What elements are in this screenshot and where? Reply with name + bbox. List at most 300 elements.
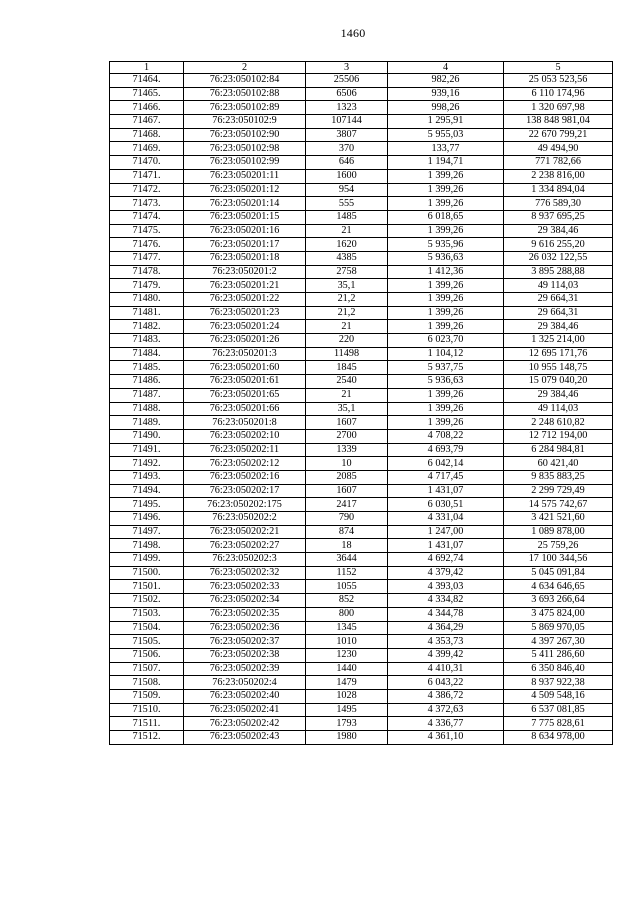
row-number-cell: 71473.	[110, 197, 184, 211]
cadastral-value-cell: 1 334 894,04	[504, 183, 613, 197]
row-number-cell: 71505.	[110, 635, 184, 649]
cadastral-value-cell: 29 664,31	[504, 306, 613, 320]
cadastral-number-cell: 76:23:050202:16	[184, 470, 306, 484]
table-row	[110, 293, 613, 307]
cadastral-value-cell: 138 848 981,04	[504, 115, 613, 129]
specific-value-cell: 4 364,29	[388, 621, 504, 635]
cadastral-number-cell: 76:23:050202:175	[184, 498, 306, 512]
cadastral-value-cell: 6 284 984,81	[504, 443, 613, 457]
row-number-cell: 71485.	[110, 361, 184, 375]
row-number-cell: 71503.	[110, 607, 184, 621]
cadastral-value-cell: 5 869 970,05	[504, 621, 613, 635]
specific-value-cell: 4 331,04	[388, 512, 504, 526]
cadastral-number-cell: 76:23:050202:37	[184, 635, 306, 649]
table-row	[110, 101, 613, 115]
row-number-cell: 71477.	[110, 251, 184, 265]
row-number-cell: 71491.	[110, 443, 184, 457]
area-cell: 6506	[306, 87, 388, 101]
specific-value-cell: 6 018,65	[388, 210, 504, 224]
cadastral-number-cell: 76:23:050102:98	[184, 142, 306, 156]
cadastral-number-cell: 76:23:050202:27	[184, 539, 306, 553]
cadastral-number-cell: 76:23:050202:21	[184, 525, 306, 539]
area-cell: 107144	[306, 115, 388, 129]
area-cell: 1607	[306, 484, 388, 498]
area-cell: 1845	[306, 361, 388, 375]
row-number-cell: 71483.	[110, 334, 184, 348]
cadastral-number-cell: 76:23:050202:11	[184, 443, 306, 457]
area-cell: 1055	[306, 580, 388, 594]
row-number-cell: 71488.	[110, 402, 184, 416]
area-cell: 3644	[306, 553, 388, 567]
specific-value-cell: 1 104,12	[388, 347, 504, 361]
table-row	[110, 197, 613, 211]
area-cell: 2085	[306, 470, 388, 484]
table-row	[110, 648, 613, 662]
cadastral-value-cell: 25 759,26	[504, 539, 613, 553]
cadastral-value-cell: 8 937 695,25	[504, 210, 613, 224]
table-row	[110, 347, 613, 361]
cadastral-value-cell: 2 248 610,82	[504, 416, 613, 430]
table-row	[110, 498, 613, 512]
cadastral-value-cell: 22 670 799,21	[504, 128, 613, 142]
cadastral-value-cell: 29 664,31	[504, 293, 613, 307]
specific-value-cell: 4 399,42	[388, 648, 504, 662]
specific-value-cell: 1 431,07	[388, 539, 504, 553]
cadastral-number-cell: 76:23:050202:43	[184, 731, 306, 745]
column-header-2: 2	[184, 62, 306, 74]
row-number-cell: 71490.	[110, 429, 184, 443]
area-cell: 21	[306, 224, 388, 238]
area-cell: 1620	[306, 238, 388, 252]
cadastral-number-cell: 76:23:050201:14	[184, 197, 306, 211]
column-header-4: 4	[388, 62, 504, 74]
cadastral-value-cell: 776 589,30	[504, 197, 613, 211]
table-row	[110, 662, 613, 676]
page-number: 1460	[340, 26, 366, 40]
area-cell: 555	[306, 197, 388, 211]
header-row	[110, 62, 613, 74]
row-number-cell: 71482.	[110, 320, 184, 334]
table-row	[110, 416, 613, 430]
table-row	[110, 689, 613, 703]
row-number-cell: 71501.	[110, 580, 184, 594]
specific-value-cell: 4 386,72	[388, 689, 504, 703]
area-cell: 874	[306, 525, 388, 539]
area-cell: 21,2	[306, 306, 388, 320]
row-number-cell: 71481.	[110, 306, 184, 320]
cadastral-value-cell: 4 397 267,30	[504, 635, 613, 649]
cadastral-number-cell: 76:23:050102:9	[184, 115, 306, 129]
row-number-cell: 71507.	[110, 662, 184, 676]
area-cell: 4385	[306, 251, 388, 265]
cadastral-value-cell: 60 421,40	[504, 457, 613, 471]
cadastral-value-cell: 2 238 816,00	[504, 169, 613, 183]
area-cell: 35,1	[306, 402, 388, 416]
row-number-cell: 71500.	[110, 566, 184, 580]
table-row	[110, 566, 613, 580]
cadastral-number-cell: 76:23:050202:41	[184, 703, 306, 717]
cadastral-value-cell: 12 712 194,00	[504, 429, 613, 443]
table-row	[110, 470, 613, 484]
cadastral-number-cell: 76:23:050201:16	[184, 224, 306, 238]
cadastral-number-cell: 76:23:050202:32	[184, 566, 306, 580]
specific-value-cell: 4 410,31	[388, 662, 504, 676]
table-row	[110, 224, 613, 238]
row-number-cell: 71476.	[110, 238, 184, 252]
cadastral-number-cell: 76:23:050201:23	[184, 306, 306, 320]
cadastral-number-cell: 76:23:050202:39	[184, 662, 306, 676]
area-cell: 852	[306, 594, 388, 608]
cadastral-value-cell: 6 537 081,85	[504, 703, 613, 717]
area-cell: 1495	[306, 703, 388, 717]
cadastral-value-cell: 771 782,66	[504, 156, 613, 170]
table-row	[110, 731, 613, 745]
row-number-cell: 71484.	[110, 347, 184, 361]
specific-value-cell: 982,26	[388, 74, 504, 88]
row-number-cell: 71497.	[110, 525, 184, 539]
area-cell: 35,1	[306, 279, 388, 293]
row-number-cell: 71465.	[110, 87, 184, 101]
area-cell: 1339	[306, 443, 388, 457]
cadastral-number-cell: 76:23:050201:2	[184, 265, 306, 279]
row-number-cell: 71478.	[110, 265, 184, 279]
specific-value-cell: 939,16	[388, 87, 504, 101]
cadastral-number-cell: 76:23:050201:61	[184, 375, 306, 389]
cadastral-number-cell: 76:23:050102:84	[184, 74, 306, 88]
specific-value-cell: 4 708,22	[388, 429, 504, 443]
cadastral-value-cell: 49 494,90	[504, 142, 613, 156]
specific-value-cell: 5 937,75	[388, 361, 504, 375]
cadastral-value-cell: 17 100 344,56	[504, 553, 613, 567]
cadastral-number-cell: 76:23:050202:12	[184, 457, 306, 471]
table-row	[110, 443, 613, 457]
cadastral-number-cell: 76:23:050202:4	[184, 676, 306, 690]
cadastral-number-cell: 76:23:050202:33	[184, 580, 306, 594]
cadastral-number-cell: 76:23:050202:35	[184, 607, 306, 621]
table-row	[110, 539, 613, 553]
specific-value-cell: 4 344,78	[388, 607, 504, 621]
cadastral-value-cell: 26 032 122,55	[504, 251, 613, 265]
specific-value-cell: 6 042,14	[388, 457, 504, 471]
table-row	[110, 594, 613, 608]
specific-value-cell: 1 399,26	[388, 402, 504, 416]
column-header-1: 1	[110, 62, 184, 74]
specific-value-cell: 4 379,42	[388, 566, 504, 580]
table-row	[110, 621, 613, 635]
specific-value-cell: 1 399,26	[388, 183, 504, 197]
area-cell: 1600	[306, 169, 388, 183]
specific-value-cell: 5 955,03	[388, 128, 504, 142]
area-cell: 1980	[306, 731, 388, 745]
specific-value-cell: 4 353,73	[388, 635, 504, 649]
cadastral-value-cell: 29 384,46	[504, 224, 613, 238]
cadastral-value-cell: 1 089 878,00	[504, 525, 613, 539]
table-body	[110, 74, 613, 745]
specific-value-cell: 998,26	[388, 101, 504, 115]
cadastral-value-cell: 29 384,46	[504, 320, 613, 334]
table-row	[110, 306, 613, 320]
cadastral-number-cell: 76:23:050201:26	[184, 334, 306, 348]
cadastral-value-table	[109, 61, 613, 745]
table-row	[110, 717, 613, 731]
cadastral-number-cell: 76:23:050201:60	[184, 361, 306, 375]
cadastral-value-cell: 29 384,46	[504, 388, 613, 402]
area-cell: 1010	[306, 635, 388, 649]
specific-value-cell: 5 935,96	[388, 238, 504, 252]
cadastral-number-cell: 76:23:050201:22	[184, 293, 306, 307]
row-number-cell: 71470.	[110, 156, 184, 170]
area-cell: 10	[306, 457, 388, 471]
specific-value-cell: 4 393,03	[388, 580, 504, 594]
area-cell: 2700	[306, 429, 388, 443]
cadastral-value-cell: 3 421 521,60	[504, 512, 613, 526]
cadastral-value-cell: 8 937 922,38	[504, 676, 613, 690]
area-cell: 1152	[306, 566, 388, 580]
cadastral-value-cell: 9 835 883,25	[504, 470, 613, 484]
table-row	[110, 512, 613, 526]
area-cell: 1793	[306, 717, 388, 731]
column-header-3: 3	[306, 62, 388, 74]
cadastral-number-cell: 76:23:050202:42	[184, 717, 306, 731]
row-number-cell: 71504.	[110, 621, 184, 635]
cadastral-number-cell: 76:23:050102:89	[184, 101, 306, 115]
row-number-cell: 71499.	[110, 553, 184, 567]
area-cell: 21,2	[306, 293, 388, 307]
row-number-cell: 71492.	[110, 457, 184, 471]
area-cell: 1440	[306, 662, 388, 676]
cadastral-number-cell: 76:23:050202:40	[184, 689, 306, 703]
cadastral-number-cell: 76:23:050201:17	[184, 238, 306, 252]
area-cell: 646	[306, 156, 388, 170]
cadastral-value-cell: 4 509 548,16	[504, 689, 613, 703]
area-cell: 800	[306, 607, 388, 621]
table-row	[110, 334, 613, 348]
area-cell: 1479	[306, 676, 388, 690]
cadastral-value-cell: 5 045 091,84	[504, 566, 613, 580]
cadastral-value-cell: 3 475 824,00	[504, 607, 613, 621]
row-number-cell: 71489.	[110, 416, 184, 430]
cadastral-value-cell: 14 575 742,67	[504, 498, 613, 512]
cadastral-number-cell: 76:23:050201:24	[184, 320, 306, 334]
specific-value-cell: 1 399,26	[388, 279, 504, 293]
row-number-cell: 71493.	[110, 470, 184, 484]
specific-value-cell: 4 334,82	[388, 594, 504, 608]
column-header-5: 5	[504, 62, 613, 74]
cadastral-number-cell: 76:23:050201:11	[184, 169, 306, 183]
table-row	[110, 115, 613, 129]
table-row	[110, 607, 613, 621]
specific-value-cell: 1 399,26	[388, 293, 504, 307]
row-number-cell: 71471.	[110, 169, 184, 183]
table-row	[110, 183, 613, 197]
specific-value-cell: 1 399,26	[388, 224, 504, 238]
area-cell: 1607	[306, 416, 388, 430]
specific-value-cell: 6 030,51	[388, 498, 504, 512]
row-number-cell: 71472.	[110, 183, 184, 197]
specific-value-cell: 1 194,71	[388, 156, 504, 170]
cadastral-number-cell: 76:23:050201:66	[184, 402, 306, 416]
table-row	[110, 388, 613, 402]
row-number-cell: 71509.	[110, 689, 184, 703]
specific-value-cell: 4 693,79	[388, 443, 504, 457]
table-row	[110, 238, 613, 252]
table-row	[110, 580, 613, 594]
specific-value-cell: 1 399,26	[388, 320, 504, 334]
table-row	[110, 210, 613, 224]
area-cell: 3807	[306, 128, 388, 142]
cadastral-number-cell: 76:23:050202:2	[184, 512, 306, 526]
cadastral-number-cell: 76:23:050201:18	[184, 251, 306, 265]
row-number-cell: 71475.	[110, 224, 184, 238]
row-number-cell: 71467.	[110, 115, 184, 129]
specific-value-cell: 5 936,63	[388, 251, 504, 265]
row-number-cell: 71480.	[110, 293, 184, 307]
area-cell: 25506	[306, 74, 388, 88]
row-number-cell: 71511.	[110, 717, 184, 731]
table-row	[110, 87, 613, 101]
specific-value-cell: 5 936,63	[388, 375, 504, 389]
cadastral-number-cell: 76:23:050201:3	[184, 347, 306, 361]
cadastral-value-cell: 25 053 523,56	[504, 74, 613, 88]
area-cell: 1485	[306, 210, 388, 224]
specific-value-cell: 1 412,36	[388, 265, 504, 279]
row-number-cell: 71512.	[110, 731, 184, 745]
specific-value-cell: 4 692,74	[388, 553, 504, 567]
specific-value-cell: 4 336,77	[388, 717, 504, 731]
cadastral-number-cell: 76:23:050202:38	[184, 648, 306, 662]
table-row	[110, 703, 613, 717]
cadastral-number-cell: 76:23:050202:3	[184, 553, 306, 567]
cadastral-value-cell: 3 693 266,64	[504, 594, 613, 608]
area-cell: 370	[306, 142, 388, 156]
table-row	[110, 484, 613, 498]
cadastral-value-cell: 9 616 255,20	[504, 238, 613, 252]
cadastral-number-cell: 76:23:050201:12	[184, 183, 306, 197]
cadastral-value-cell: 49 114,03	[504, 279, 613, 293]
table-row	[110, 402, 613, 416]
table-row	[110, 279, 613, 293]
area-cell: 1028	[306, 689, 388, 703]
row-number-cell: 71495.	[110, 498, 184, 512]
area-cell: 21	[306, 388, 388, 402]
area-cell: 18	[306, 539, 388, 553]
cadastral-value-cell: 6 110 174,96	[504, 87, 613, 101]
cadastral-number-cell: 76:23:050201:65	[184, 388, 306, 402]
table-row	[110, 74, 613, 88]
row-number-cell: 71494.	[110, 484, 184, 498]
specific-value-cell: 1 399,26	[388, 416, 504, 430]
cadastral-number-cell: 76:23:050102:88	[184, 87, 306, 101]
cadastral-value-cell: 10 955 148,75	[504, 361, 613, 375]
specific-value-cell: 4 717,45	[388, 470, 504, 484]
area-cell: 2417	[306, 498, 388, 512]
area-cell: 1345	[306, 621, 388, 635]
cadastral-number-cell: 76:23:050202:17	[184, 484, 306, 498]
specific-value-cell: 4 372,63	[388, 703, 504, 717]
specific-value-cell: 6 023,70	[388, 334, 504, 348]
cadastral-number-cell: 76:23:050201:15	[184, 210, 306, 224]
specific-value-cell: 1 399,26	[388, 169, 504, 183]
cadastral-value-cell: 12 695 171,76	[504, 347, 613, 361]
cadastral-number-cell: 76:23:050102:90	[184, 128, 306, 142]
area-cell: 2758	[306, 265, 388, 279]
row-number-cell: 71496.	[110, 512, 184, 526]
area-cell: 220	[306, 334, 388, 348]
cadastral-value-cell: 1 320 697,98	[504, 101, 613, 115]
cadastral-value-cell: 1 325 214,00	[504, 334, 613, 348]
cadastral-value-cell: 49 114,03	[504, 402, 613, 416]
row-number-cell: 71486.	[110, 375, 184, 389]
table-row	[110, 265, 613, 279]
row-number-cell: 71487.	[110, 388, 184, 402]
specific-value-cell: 1 399,26	[388, 197, 504, 211]
specific-value-cell: 1 295,91	[388, 115, 504, 129]
cadastral-number-cell: 76:23:050102:99	[184, 156, 306, 170]
area-cell: 954	[306, 183, 388, 197]
specific-value-cell: 4 361,10	[388, 731, 504, 745]
cadastral-value-cell: 7 775 828,61	[504, 717, 613, 731]
table-row	[110, 320, 613, 334]
cadastral-value-cell: 15 079 040,20	[504, 375, 613, 389]
cadastral-value-cell: 2 299 729,49	[504, 484, 613, 498]
area-cell: 21	[306, 320, 388, 334]
table-row	[110, 156, 613, 170]
table-row	[110, 429, 613, 443]
area-cell: 1323	[306, 101, 388, 115]
table-row	[110, 142, 613, 156]
row-number-cell: 71474.	[110, 210, 184, 224]
area-cell: 2540	[306, 375, 388, 389]
area-cell: 790	[306, 512, 388, 526]
specific-value-cell: 6 043,22	[388, 676, 504, 690]
area-cell: 1230	[306, 648, 388, 662]
row-number-cell: 71468.	[110, 128, 184, 142]
cadastral-number-cell: 76:23:050202:10	[184, 429, 306, 443]
row-number-cell: 71469.	[110, 142, 184, 156]
row-number-cell: 71506.	[110, 648, 184, 662]
cadastral-number-cell: 76:23:050202:34	[184, 594, 306, 608]
table-row	[110, 457, 613, 471]
table-row	[110, 128, 613, 142]
row-number-cell: 71466.	[110, 101, 184, 115]
row-number-cell: 71479.	[110, 279, 184, 293]
table-row	[110, 375, 613, 389]
cadastral-value-cell: 8 634 978,00	[504, 731, 613, 745]
cadastral-number-cell: 76:23:050201:21	[184, 279, 306, 293]
table-row	[110, 169, 613, 183]
cadastral-value-cell: 3 895 288,88	[504, 265, 613, 279]
area-cell: 11498	[306, 347, 388, 361]
row-number-cell: 71510.	[110, 703, 184, 717]
row-number-cell: 71502.	[110, 594, 184, 608]
table-row	[110, 553, 613, 567]
table-row	[110, 635, 613, 649]
cadastral-number-cell: 76:23:050201:8	[184, 416, 306, 430]
specific-value-cell: 1 247,00	[388, 525, 504, 539]
row-number-cell: 71508.	[110, 676, 184, 690]
row-number-cell: 71464.	[110, 74, 184, 88]
specific-value-cell: 133,77	[388, 142, 504, 156]
specific-value-cell: 1 431,07	[388, 484, 504, 498]
table-row	[110, 361, 613, 375]
specific-value-cell: 1 399,26	[388, 306, 504, 320]
table-row	[110, 676, 613, 690]
row-number-cell: 71498.	[110, 539, 184, 553]
cadastral-value-cell: 5 411 286,60	[504, 648, 613, 662]
specific-value-cell: 1 399,26	[388, 388, 504, 402]
table-row	[110, 251, 613, 265]
cadastral-number-cell: 76:23:050202:36	[184, 621, 306, 635]
